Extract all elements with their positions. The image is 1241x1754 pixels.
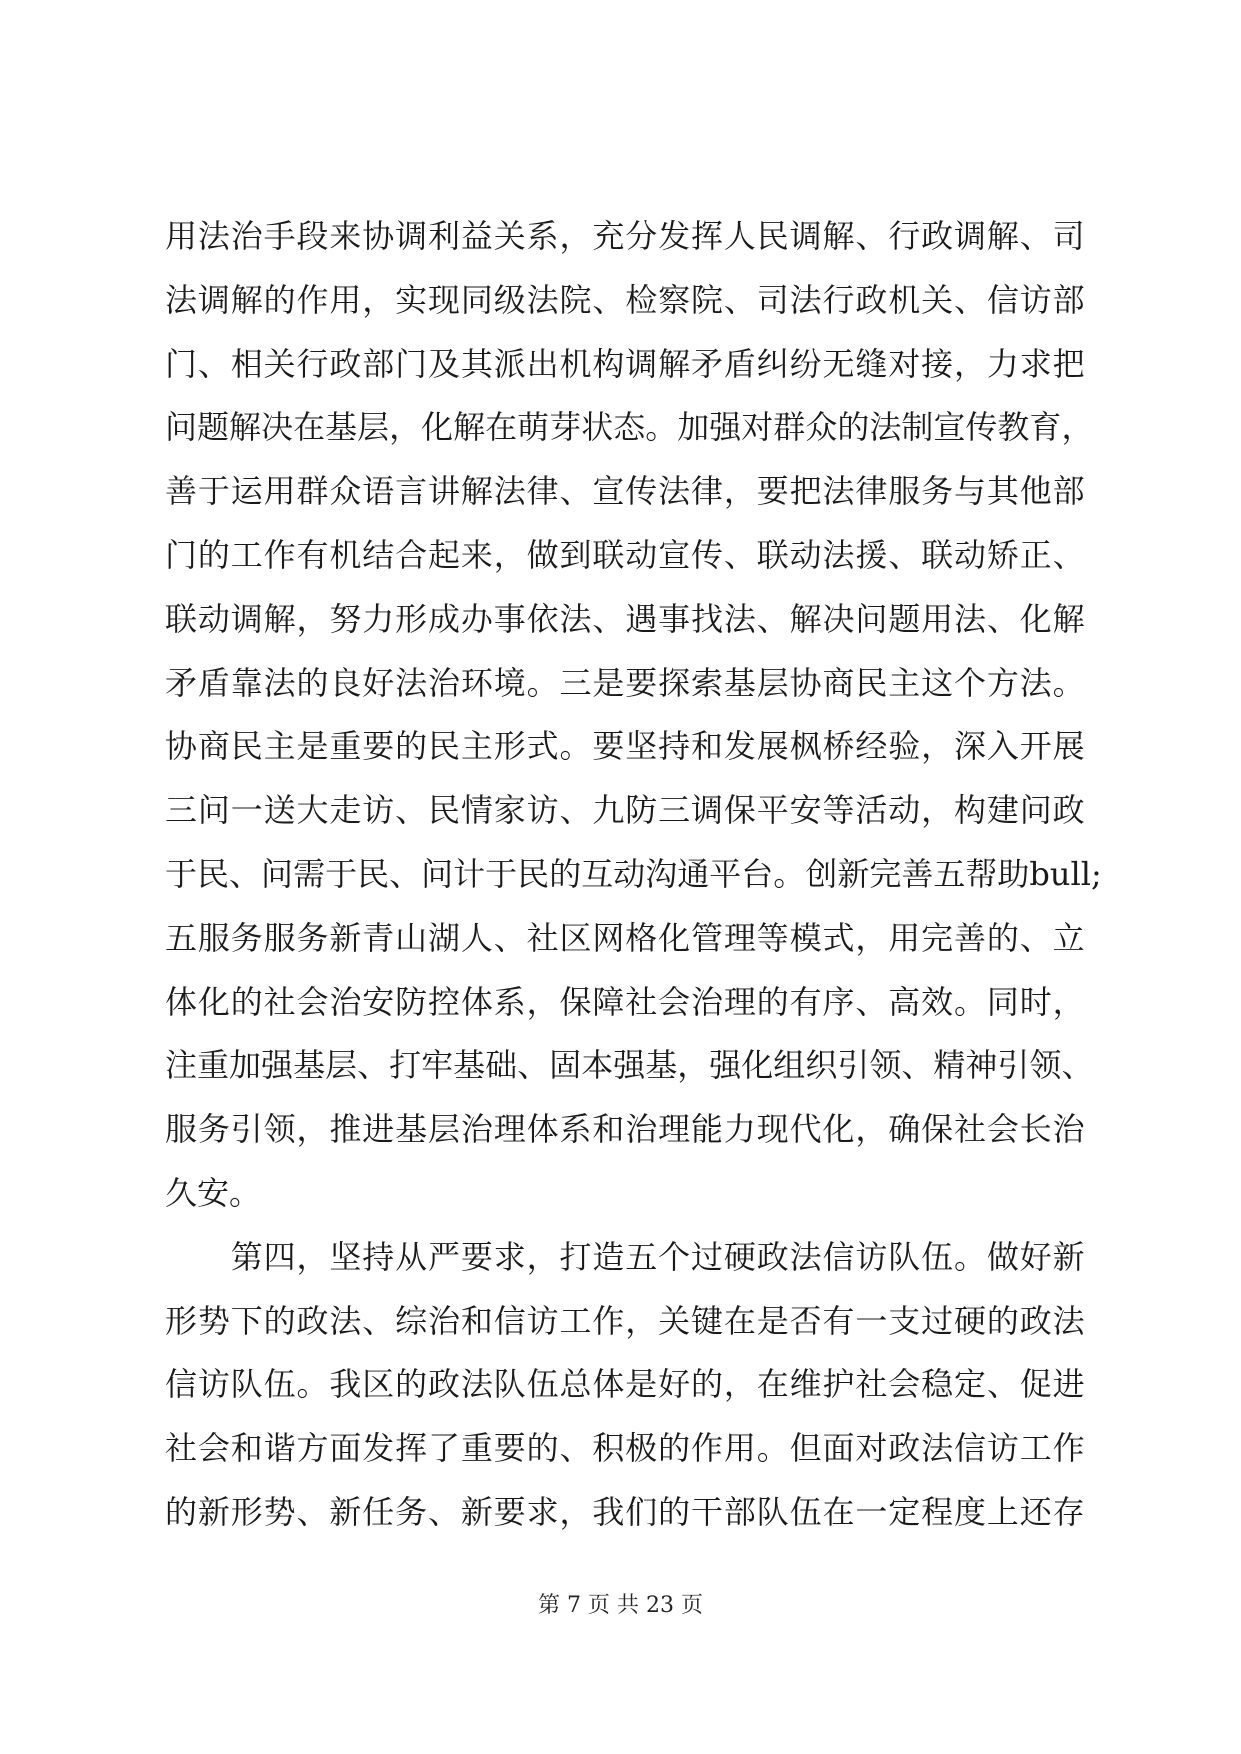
text-line: 联 动 调 解 ， 努 力 形 成 办 事 依 法 、 遇 事 找 法 、 解 决 问 题 用 法 、 化 解	[165, 599, 1085, 638]
text-line: 形 势 下 的 政 法 、 综 治 和 信 访 工 作 ， 关 键 在 是 否 有 一 支 过 硬 的 政 法	[165, 1301, 1085, 1340]
text-line: 体 化 的 社 会 治 安 防 控 体 系 ， 保 障 社 会 治 理 的 有 序 、 高 效 。 同 时 ，	[165, 982, 1085, 1021]
text-line: 门 、 相 关 行 政 部 门 及 其 派 出 机 构 调 解 矛 盾 纠 纷 无 缝 对 接 ， 力 求 把	[165, 344, 1085, 383]
text-line: 法 调 解 的 作 用 ， 实 现 同 级 法 院 、 检 察 院 、 司 法 行 政 机 关 、 信 访 部	[165, 280, 1085, 319]
page-footer: 第 7 页 共 23 页	[538, 1593, 703, 1618]
body-text	[165, 205, 1102, 1545]
text-line: 第 四 ， 坚 持 从 严 要 求 ， 打 造 五 个 过 硬 政 法 信 访 队 伍 。 做 好 新	[230, 1237, 1085, 1276]
text-line: 用 法 治 手 段 来 协 调 利 益 关 系 ， 充 分 发 挥 人 民 调 解 、 行 政 调 解 、 司	[165, 217, 1085, 255]
text-line: 的 新 形 势 、 新 任 务 、 新 要 求 ， 我 们 的 干 部 队 伍 在 一 定 程 度 上 还 存	[165, 1492, 1085, 1531]
text-line: 矛 盾 靠 法 的 良 好 法 治 环 境 。 三 是 要 探 索 基 层 协 商 民 主 这 个 方 法 。	[165, 663, 1085, 702]
text-line: 注 重 加 强 基 层 、 打 牢 基 础 、 固 本 强 基 ， 强 化 组 织 引 领 、 精 神 引 领 、	[165, 1046, 1094, 1085]
text-line: 信 访 队 伍 。 我 区 的 政 法 队 伍 总 体 是 好 的 ， 在 维 护 社 会 稳 定 、 促 进	[165, 1365, 1085, 1404]
text-line: 五 服 务 服 务 新 青 山 湖 人 、 社 区 网 格 化 管 理 等 模 式 ， 用 完 善 的 、 立	[165, 918, 1085, 957]
text-line: 久 安 。	[165, 1173, 262, 1212]
text-line: 门 的 工 作 有 机 结 合 起 来 ， 做 到 联 动 宣 传 、 联 动 法 援 、 联 动 矫 正 、	[165, 535, 1085, 574]
text-line: 社 会 和 谐 方 面 发 挥 了 重 要 的 、 积 极 的 作 用 。 但 面 对 政 法 信 访 工 作	[165, 1429, 1085, 1468]
text-line: 三 问 一 送 大 走 访 、 民 情 家 访 、 九 防 三 调 保 平 安 等 活 动 ， 构 建 问 政	[165, 791, 1085, 830]
text-line: 协 商 民 主 是 重 要 的 民 主 形 式 。 要 坚 持 和 发 展 枫 桥 经 验 ， 深 入 开 展	[165, 727, 1085, 766]
text-line: 于 民 、 问 需 于 民 、 问 计 于 民 的 互 动 沟 通 平 台 。 创 新 完 善 五 帮 助 bull;	[165, 854, 1102, 893]
text-line: 问 题 解 决 在 基 层 ， 化 解 在 萌 芽 状 态 。 加 强 对 群 众 的 法 制 宣 传 教 育 ，	[165, 408, 1094, 447]
text-line: 服 务 引 领 ， 推 进 基 层 治 理 体 系 和 治 理 能 力 现 代 化 ， 确 保 社 会 长 治	[165, 1110, 1085, 1149]
text-line: 善 于 运 用 群 众 语 言 讲 解 法 律 、 宣 传 法 律 ， 要 把 法 律 服 务 与 其 他 部	[165, 472, 1085, 511]
